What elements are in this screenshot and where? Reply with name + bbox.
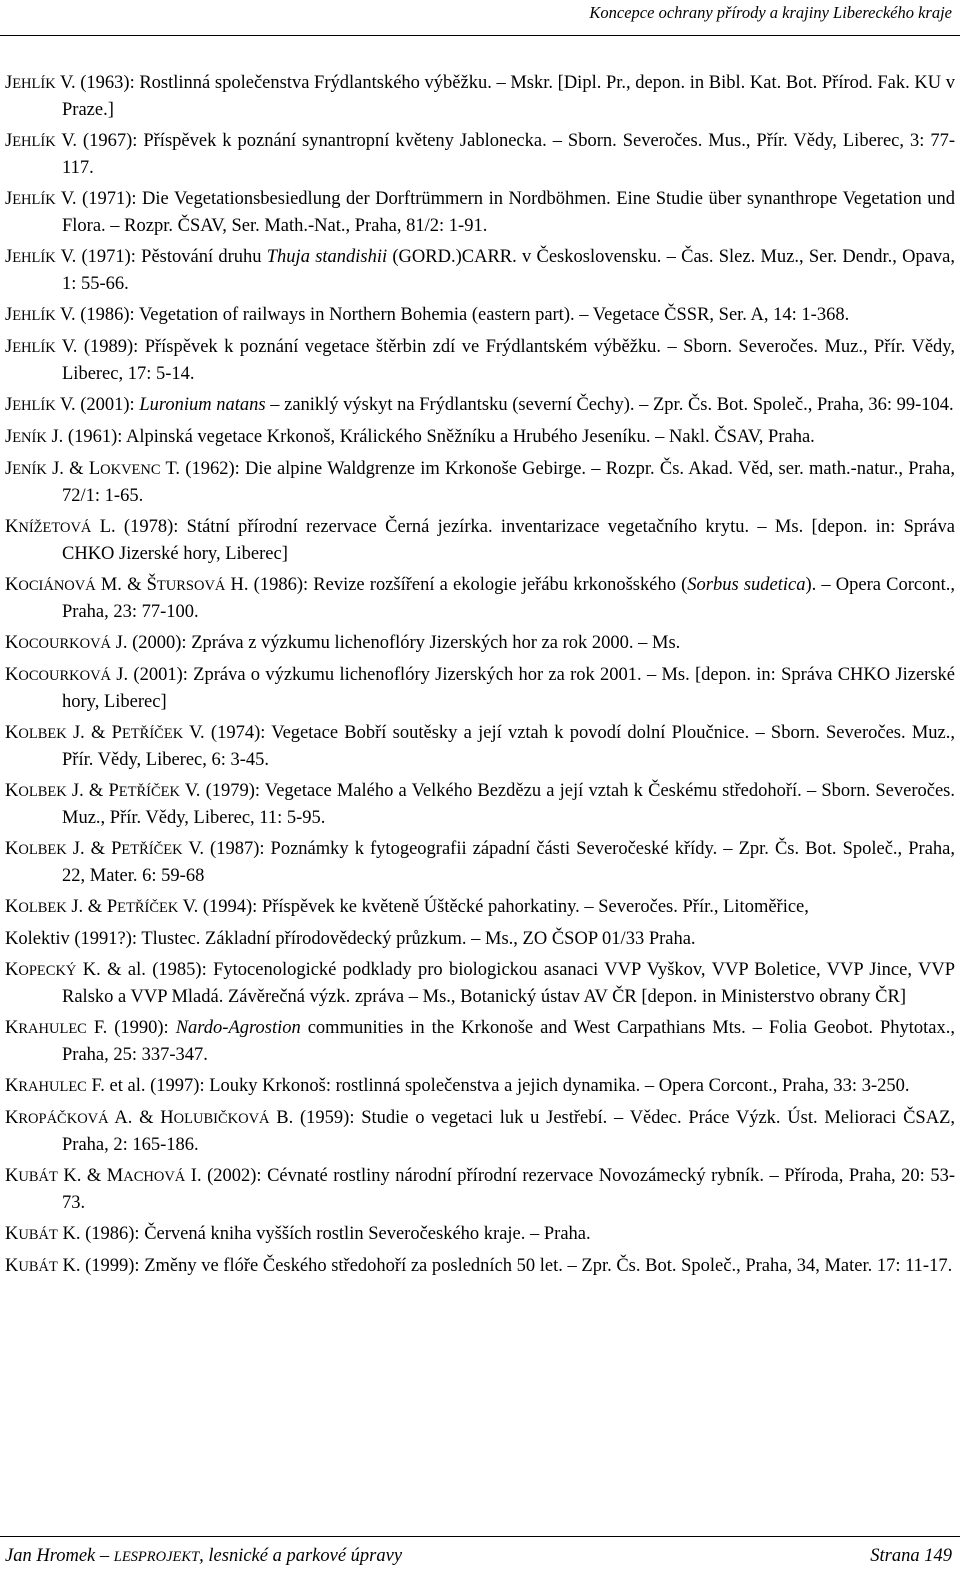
author-segment: L. xyxy=(91,517,116,537)
citation-text: – zaniklý výskyt na Frýdlantsku (severní Čechy). – Zpr. Čs. Bot. Společ., Praha, 36: 99-104. xyxy=(265,395,954,415)
author-segment: I. xyxy=(185,1166,202,1186)
author-smallcaps: RAHULEC xyxy=(18,1021,87,1037)
citation-text: (1961): Alpinská vegetace Krkonoš, Králického Sněžníku a Hrubého Jeseníku. – Nakl. ČSAV, Praha. xyxy=(63,427,815,447)
author-smallcaps: ETŘÍČEK xyxy=(117,900,179,916)
citation-text: (1978): Státní přírodní rezervace Černá jezírka. inventarizace vegetačního krytu. – Ms. [depon. in: Správa CHKO Jizerské hory, Liberec] xyxy=(62,517,955,564)
citation-text: (1986): Vegetation of railways in Northern Bohemia (eastern part). – Vegetace ČSSR, Ser. A, 14: 1-368. xyxy=(75,305,850,325)
author-segment: K xyxy=(5,1224,19,1244)
author-smallcaps: ROPÁČKOVÁ xyxy=(18,1111,109,1127)
author-segment: B. xyxy=(269,1108,294,1128)
author-smallcaps: NÍŽETOVÁ xyxy=(18,520,92,536)
reference-entry xyxy=(5,186,955,239)
author-segment: K xyxy=(5,897,19,917)
citation-text: (1987): Poznámky k fytogeografii západní části Severočeské křídy. – Zpr. Čs. Bot. Společ., Praha, 22, Mater. 6: 59-68 xyxy=(62,839,955,886)
author-segment: M xyxy=(106,1166,124,1186)
author-segment: H xyxy=(160,1108,174,1128)
footer-rule xyxy=(0,1536,960,1537)
citation-text: (1989): Příspěvek k poznání vegetace štěrbin zdí ve Frýdlantském výběžku. – Sborn. Severočes. Muz., Přír. Vědy, Liberec, 17: 5-14. xyxy=(62,337,955,384)
author-segment: T. xyxy=(160,459,181,479)
author-smallcaps: OLUBIČKOVÁ xyxy=(173,1111,270,1127)
author-segment: V. xyxy=(55,189,77,209)
author-smallcaps: ACHOVÁ xyxy=(123,1169,186,1185)
citation-text: (1971): Pěstování druhu xyxy=(76,247,267,267)
citation-text: (1994): Příspěvek ke květeně Úštěcké pahorkatiny. – Severočes. Přír., Litoměřice, xyxy=(198,897,809,917)
author-smallcaps: OPECKÝ xyxy=(18,963,77,979)
reference-entry xyxy=(5,1221,955,1248)
reference-entry xyxy=(5,244,955,297)
author-smallcaps: UBÁT xyxy=(18,1259,58,1275)
author-segment: V. xyxy=(183,723,205,743)
author-segment: K xyxy=(5,633,19,653)
author-segment: F. et al. xyxy=(86,1076,146,1096)
author-segment: V. xyxy=(182,839,204,859)
citation-text: (1997): Louky Krkonoš: rostlinná společenstva a jejich dynamika. – Opera Corcont., Praha, 33: 3-250. xyxy=(145,1076,910,1096)
reference-list xyxy=(5,70,955,1285)
taxon-name: Thuja standishii xyxy=(266,247,388,267)
reference-entry xyxy=(5,392,955,419)
author-smallcaps: OCIÁNOVÁ xyxy=(18,578,96,594)
author-segment: K xyxy=(5,960,19,980)
author-segment: H. xyxy=(225,575,249,595)
author-smallcaps: EHLÍK xyxy=(12,192,56,208)
citation-text: (1962): Die alpine Waldgrenze im Krkonoše Gebirge. – Rozpr. Čs. Akad. Věd, ser. math.-natur., Praha, 72/1: 1-65. xyxy=(62,459,956,506)
author-segment: P xyxy=(111,839,122,859)
reference-entry xyxy=(5,1105,955,1158)
reference-entry xyxy=(5,1073,955,1100)
author-segment: K xyxy=(5,575,19,595)
author-smallcaps: OLBEK xyxy=(18,900,67,916)
author-segment: K xyxy=(5,517,19,537)
reference-entry xyxy=(5,128,955,181)
author-segment: P xyxy=(106,897,118,917)
author-segment: J. xyxy=(111,665,129,685)
author-smallcaps: EHLÍK xyxy=(12,76,56,92)
footer-company-rest: , lesnické a parkové úpravy xyxy=(199,1546,403,1566)
footer-author: Jan Hromek – xyxy=(5,1546,114,1566)
author-smallcaps: ETŘÍČEK xyxy=(121,726,184,742)
author-segment: V. xyxy=(55,337,78,357)
author-smallcaps: ETŘÍČEK xyxy=(121,842,183,858)
reference-entry xyxy=(5,424,955,451)
reference-entry xyxy=(5,1015,955,1068)
author-segment: K xyxy=(5,723,19,743)
author-segment: A. & xyxy=(108,1108,161,1128)
author-segment: K. xyxy=(57,1224,81,1244)
author-smallcaps: TURSOVÁ xyxy=(156,578,226,594)
author-segment: J. xyxy=(46,427,64,447)
citation-text: (2002): Cévnaté rostliny národní přírodní rezervace Novozámecký rybník. – Příroda, Praha, 20: 53-73. xyxy=(62,1166,955,1213)
reference-entry xyxy=(5,70,955,123)
reference-entry xyxy=(5,926,955,952)
citation-text: (1985): Fytocenologické podklady pro biologickou asanaci VVP Vyškov, VVP Boletice, VVP Jince, VVP Ralsko a VVP Mladá. Závěrečná výzk. zpráva – Ms., Botanický ústav AV ČR [depon. in Ministerstvo obrany ČR] xyxy=(62,960,955,1007)
author-segment: V. xyxy=(55,247,77,267)
citation-text: (1971): Die Vegetationsbesiedlung der Dorftrümmern in Nordböhmen. Eine Studie über synanthrope Vegetation und Flora. – Rozpr. ČSAV, Ser. Math.-Nat., Praha, 81/2: 1-91. xyxy=(62,189,955,236)
author-segment: V. xyxy=(55,131,77,151)
citation-text: (1986): Revize rozšíření a ekologie jeřábu krkonošského ( xyxy=(248,575,688,595)
citation-text: (1999): Změny ve flóře Českého středohoří za posledních 50 let. – Zpr. Čs. Bot. Společ., Praha, 34, Mater. 17: 11-17. xyxy=(80,1256,953,1276)
author-segment: J. xyxy=(111,633,128,653)
author-segment: J. & xyxy=(66,723,112,743)
reference-entry xyxy=(5,630,955,657)
author-segment: J xyxy=(5,395,13,415)
author-segment: J. & xyxy=(66,839,112,859)
reference-entry xyxy=(5,894,955,921)
taxon-name: Luronium natans xyxy=(139,395,266,415)
author-segment: K xyxy=(5,781,19,801)
citation-text: (2001): xyxy=(75,395,140,415)
page-number: Strana 149 xyxy=(870,1546,952,1566)
author-smallcaps: ENÍK xyxy=(12,462,47,478)
citation-text: communities in the Krkonoše and West Carpathians Mts. – Folia Geobot. Phytotax., Praha, 25: 337-347. xyxy=(62,1018,955,1065)
author-segment: J xyxy=(5,247,13,267)
taxon-name: Sorbus sudetica xyxy=(687,575,806,595)
reference-entry xyxy=(5,334,955,387)
author-segment: K xyxy=(5,1166,19,1186)
header-rule xyxy=(0,35,960,36)
author-segment: V. xyxy=(179,781,201,801)
author-segment: L xyxy=(88,459,101,479)
citation-text: (1991?): Tlustec. Základní přírodovědecký průzkum. – Ms., ZO ČSOP 01/33 Praha. xyxy=(69,929,696,949)
footer-company: LESPROJEKT xyxy=(113,1549,200,1565)
citation-text: (1974): Vegetace Bobří soutěsky a její vztah k povodí dolní Ploučnice. – Sborn. Severočes. Muz., Přír. Vědy, Liberec, 6: 3-45. xyxy=(62,723,956,770)
author-segment: P xyxy=(111,723,122,743)
author-smallcaps: OCOURKOVÁ xyxy=(18,668,112,684)
citation-text: (1959): Studie o vegetaci luk u Jestřebí. – Vědec. Práce Výzk. Úst. Melioraci ČSAZ, Praha, 2: 165-186. xyxy=(62,1108,955,1155)
author-segment: F. xyxy=(86,1018,108,1038)
author-segment: J xyxy=(5,427,13,447)
author-segment: Š xyxy=(146,575,157,595)
author-segment: J. & xyxy=(66,897,107,917)
author-segment: P xyxy=(108,781,119,801)
author-segment: J xyxy=(5,459,13,479)
reference-entry xyxy=(5,514,955,567)
author-smallcaps: OKVENC xyxy=(100,462,161,478)
reference-entry xyxy=(5,572,955,625)
author-smallcaps: OLBEK xyxy=(18,842,67,858)
author-smallcaps: RAHULEC xyxy=(18,1079,87,1095)
author-smallcaps: EHLÍK xyxy=(12,398,56,414)
author-smallcaps: EHLÍK xyxy=(12,340,56,356)
author-segment: K. xyxy=(57,1256,81,1276)
author-smallcaps: UBÁT xyxy=(18,1227,58,1243)
author-segment: V. xyxy=(178,897,199,917)
reference-entry xyxy=(5,836,955,889)
author-segment: K xyxy=(5,1018,19,1038)
author-smallcaps: OCOURKOVÁ xyxy=(18,636,112,652)
reference-entry xyxy=(5,1253,955,1280)
citation-text: (2001): Zpráva o výzkumu lichenoflóry Jizerských hor za rok 2001. – Ms. [depon. in: Správa CHKO Jizerské hory, Liberec] xyxy=(62,665,955,712)
author-segment: V. xyxy=(55,395,76,415)
citation-text: (1963): Rostlinná společenstva Frýdlantského výběžku. – Mskr. [Dipl. Pr., depon. in Bibl. Kat. Bot. Přírod. Fak. KU v Praze.] xyxy=(62,73,955,120)
author-smallcaps: UBÁT xyxy=(18,1169,58,1185)
author-segment: J xyxy=(5,131,13,151)
citation-text: (1967): Příspěvek k poznání synantropní květeny Jablonecka. – Sborn. Severočes. Mus., Přír. Vědy, Liberec, 3: 77-117. xyxy=(62,131,955,178)
citation-text: (1990): xyxy=(107,1018,176,1038)
author-smallcaps: OLBEK xyxy=(18,784,67,800)
author-segment: K xyxy=(5,1076,19,1096)
author-segment: Kolektiv xyxy=(5,929,70,949)
reference-entry xyxy=(5,720,955,773)
citation-text: ). – Opera Corcont., Praha, 23: 77-100. xyxy=(62,575,955,622)
author-segment: K xyxy=(5,839,19,859)
footer-credit xyxy=(5,1546,402,1567)
author-segment: K. & al. xyxy=(76,960,146,980)
citation-text: (1986): Červená kniha vyšších rostlin Severočeského kraje. – Praha. xyxy=(80,1224,591,1244)
reference-entry xyxy=(5,302,955,329)
author-segment: J xyxy=(5,337,13,357)
author-segment: K xyxy=(5,1108,19,1128)
reference-entry xyxy=(5,1163,955,1216)
citation-text: (1979): Vegetace Malého a Velkého Bezdězu a její vztah k Českému středohoří. – Sborn. Severočes. Muz., Přír. Vědy, Liberec, 11: 5-95. xyxy=(62,781,955,828)
running-header: Koncepce ochrany přírody a krajiny Libereckého kraje xyxy=(589,3,952,22)
author-segment: J. & xyxy=(66,781,109,801)
citation-text: (GORD.)CARR. v Československu. – Čas. Slez. Muz., Ser. Dendr., Opava, 1: 55-66. xyxy=(62,247,955,294)
author-smallcaps: OLBEK xyxy=(18,726,67,742)
author-segment: J. & xyxy=(46,459,89,479)
reference-entry xyxy=(5,957,955,1010)
author-segment: M. & xyxy=(95,575,147,595)
author-segment: V. xyxy=(55,73,76,93)
author-segment: V. xyxy=(55,305,76,325)
author-segment: K. & xyxy=(57,1166,107,1186)
citation-text: (2000): Zpráva z výzkumu lichenoflóry Jizerských hor za rok 2000. – Ms. xyxy=(127,633,681,653)
reference-entry xyxy=(5,778,955,831)
reference-entry xyxy=(5,456,955,509)
author-segment: K xyxy=(5,665,19,685)
taxon-name: Nardo-Agrostion xyxy=(175,1018,301,1038)
author-segment: J xyxy=(5,305,13,325)
author-smallcaps: ETŘÍČEK xyxy=(118,784,180,800)
author-smallcaps: EHLÍK xyxy=(12,250,56,266)
author-smallcaps: EHLÍK xyxy=(12,134,56,150)
reference-entry xyxy=(5,662,955,715)
author-segment: J xyxy=(5,189,13,209)
author-segment: K xyxy=(5,1256,19,1276)
author-smallcaps: EHLÍK xyxy=(12,308,56,324)
author-segment: J xyxy=(5,73,13,93)
author-smallcaps: ENÍK xyxy=(12,430,47,446)
